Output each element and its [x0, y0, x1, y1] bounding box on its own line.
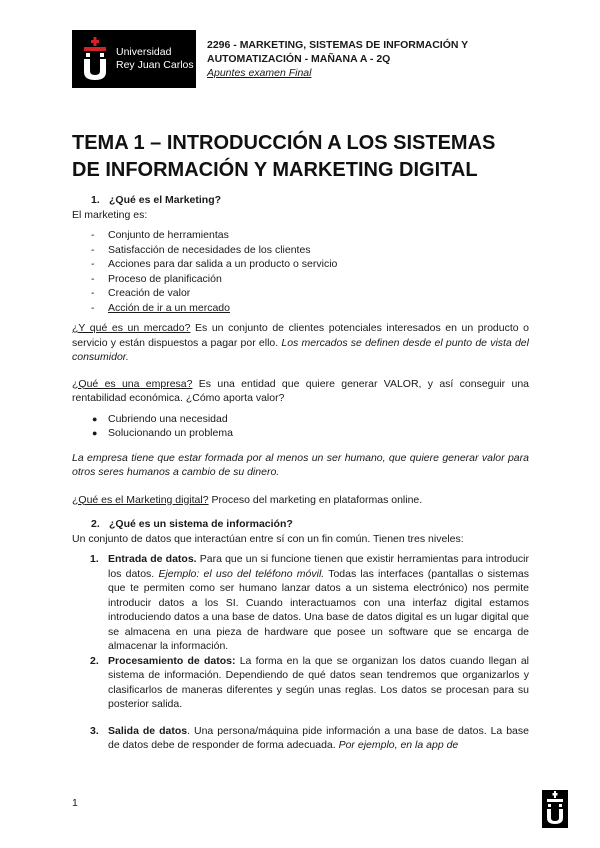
- list-item: - Acciones para dar salida a un producto o servicio: [72, 257, 529, 272]
- list-item: [72, 552, 529, 654]
- level-italic: Por ejemplo, en la app de: [338, 739, 459, 751]
- marketing-definition-list: [72, 228, 529, 315]
- document-subtitle: Apuntes examen Final: [207, 67, 312, 79]
- level-italic: Ejemplo: el uso del teléfono móvil.: [158, 567, 325, 580]
- list-item: ● Cubriendo una necesidad: [72, 412, 529, 427]
- page-title-line-2: DE INFORMACIÓN Y MARKETING DIGITAL: [72, 159, 478, 181]
- section-1-heading: [72, 193, 529, 208]
- list-item: [72, 654, 529, 712]
- level-number: 1.: [90, 553, 99, 565]
- crown-u-icon: [542, 790, 568, 828]
- empresa-note: La empresa tiene que estar formada por al menos un ser humano, que quiere generar valor para otros seres humanos a cambio de su dinero.: [72, 451, 529, 478]
- level-number: 3.: [90, 724, 99, 737]
- logo-text: [116, 46, 194, 72]
- list-item: [72, 301, 529, 316]
- list-item: ● Solucionando un problema: [72, 426, 529, 441]
- level-text-2: Todas las interfaces (pantallas o sistemas que te permiten como ser humano lanzar datos a un sistema electrónico) nos permite introducir datos a los SI. Cuando interactuamos con una interfaz digital estamos introduciendo datos a una base de datos. Una base de datos digital es un lugar digital que se almacena en una pieza de hardware que posee un software que se encarga de almacenar la información.: [108, 567, 529, 652]
- section-2-intro: Un conjunto de datos que interactúan entre sí con un fin común. Tienen tres niveles:: [72, 532, 464, 545]
- mercado-question: ¿Y qué es un mercado?: [72, 322, 191, 334]
- level-title: Salida de datos: [108, 724, 188, 737]
- page-title: [72, 130, 542, 184]
- empresa-question: ¿Qué es una empresa?: [72, 377, 193, 390]
- level-title: Procesamiento de datos:: [108, 654, 236, 667]
- list-item: [72, 724, 529, 753]
- page-number: 1: [72, 797, 78, 809]
- section-2-number: 2.: [91, 518, 100, 530]
- empresa-value-list: [72, 412, 529, 441]
- level-text: La forma en la que se organizan los datos cuando llegan al sistema de información. Dependiendo de qué datos sean tendremos que organizarlos y clasificarlos de maneras diferentes y según unas reglas. Los datos se procesan para su posterior salida.: [108, 654, 529, 710]
- list-item: - Conjunto de herramientas: [72, 228, 529, 243]
- mercado-paragraph: [72, 321, 529, 365]
- level-title: Entrada de datos.: [108, 553, 197, 565]
- university-logo: [72, 30, 196, 88]
- section-2-heading: [72, 517, 529, 532]
- empresa-paragraph: [72, 377, 529, 406]
- document-body: [72, 193, 529, 753]
- level-text: Para que un si funcione tienen que existir herramientas para introducir los datos.: [108, 553, 529, 580]
- course-title-line-1: 2296 - MARKETING, SISTEMAS DE INFORMACIÓN Y: [207, 39, 469, 51]
- mercado-text: Es un conjunto de clientes potenciales interesados en un producto o servicio y están dispuestos a pagar por ello.: [72, 322, 529, 349]
- si-levels-list: [72, 552, 529, 753]
- list-item: - Proceso de planificación: [72, 272, 529, 287]
- digital-question: ¿Qué es el Marketing digital?: [72, 493, 209, 506]
- section-1-title: ¿Qué es el Marketing?: [109, 194, 222, 206]
- digital-paragraph: [72, 493, 529, 508]
- document-header: [207, 38, 537, 80]
- crown-u-icon: [78, 34, 112, 84]
- list-item: - Satisfacción de necesidades de los clientes: [72, 243, 529, 258]
- section-2-title: ¿Qué es un sistema de información?: [109, 518, 293, 530]
- section-1-intro: El marketing es:: [72, 208, 148, 221]
- section-1-number: 1.: [91, 194, 100, 206]
- digital-text: Proceso del marketing en plataformas online.: [208, 493, 423, 506]
- page-title-line-1: TEMA 1 – INTRODUCCIÓN A LOS SISTEMAS: [72, 132, 496, 154]
- list-item-underlined: Acción de ir a un mercado: [108, 301, 230, 314]
- list-item: - Creación de valor: [72, 286, 529, 301]
- logo-line-2: Rey Juan Carlos: [116, 59, 194, 71]
- logo-line-1: Universidad: [116, 46, 172, 58]
- level-text: . Una persona/máquina pide información a una base de datos. La base de datos debe de responder de forma adecuada.: [108, 724, 529, 751]
- mercado-italic: Los mercados se definen desde el punto de vista del consumidor.: [72, 336, 529, 363]
- level-number: 2.: [90, 654, 99, 667]
- course-title-line-2: AUTOMATIZACIÓN - MAÑANA A - 2Q: [207, 53, 391, 65]
- empresa-text: Es una entidad que quiere generar VALOR, y así conseguir una rentabilidad económica. ¿Cómo aporta valor?: [72, 377, 530, 404]
